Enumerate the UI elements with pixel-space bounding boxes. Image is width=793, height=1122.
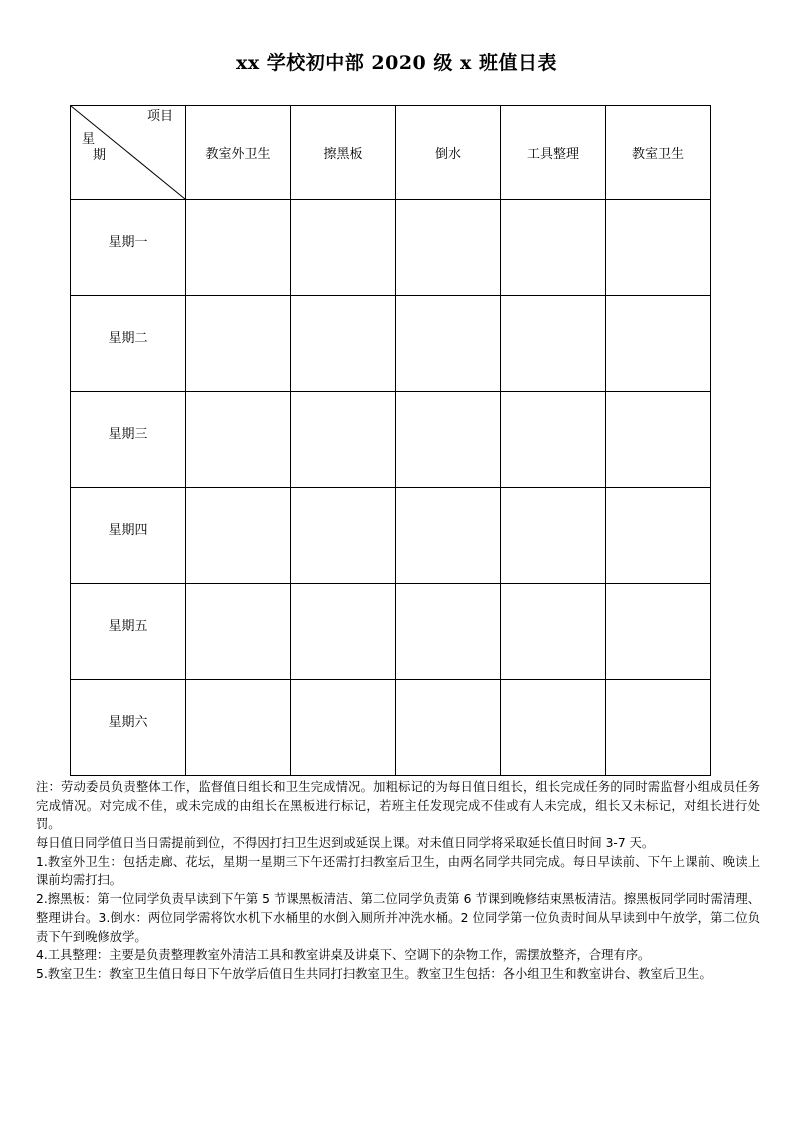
corner-header-cell	[71, 106, 186, 200]
row-header-saturday-label: 星期六	[108, 715, 148, 730]
cell-tuesday-blackboard[interactable]	[291, 296, 396, 392]
row-header-monday-label: 星期一	[108, 235, 148, 250]
corner-label-item: 项目	[146, 109, 173, 124]
cell-tuesday-outdoor-cleaning[interactable]	[186, 296, 291, 392]
table-row	[71, 680, 711, 776]
column-header-blackboard: 擦黑板	[291, 106, 396, 200]
row-header-tuesday	[71, 296, 186, 392]
table-row	[71, 200, 711, 296]
cell-saturday-tools[interactable]	[501, 680, 606, 776]
cell-monday-outdoor-cleaning[interactable]	[186, 200, 291, 296]
cell-tuesday-classroom-cleaning[interactable]	[606, 296, 711, 392]
note-paragraph-punctuality: 每日值日同学值日当日需提前到位，不得因打扫卫生迟到或延误上课。对未值日同学将采取延长值日时间 3-7 天。	[36, 836, 655, 851]
cell-thursday-classroom-cleaning[interactable]	[606, 488, 711, 584]
cell-thursday-tools[interactable]	[501, 488, 606, 584]
row-header-friday	[71, 584, 186, 680]
row-header-monday	[71, 200, 186, 296]
cell-wednesday-tools[interactable]	[501, 392, 606, 488]
cell-thursday-outdoor-cleaning[interactable]	[186, 488, 291, 584]
cell-wednesday-water[interactable]	[396, 392, 501, 488]
note-paragraph-item-2-3: 2.擦黑板：第一位同学负责早读到下午第 5 节课黑板清洁、第二位同学负责第 6 节课到晚修结束黑板清洁。擦黑板同学同时需清理、整理讲台。3.倒水：两位同学需将饮水机下水桶里的水倒入厕所并冲洗水桶。2 位同学第一位负责时间从早读到中午放学，第二位负责下午到晚修放学。	[36, 892, 760, 944]
table-row	[71, 392, 711, 488]
cell-wednesday-blackboard[interactable]	[291, 392, 396, 488]
table-header-row	[71, 106, 711, 200]
cell-monday-tools[interactable]	[501, 200, 606, 296]
cell-saturday-blackboard[interactable]	[291, 680, 396, 776]
cell-tuesday-tools[interactable]	[501, 296, 606, 392]
cell-thursday-blackboard[interactable]	[291, 488, 396, 584]
note-paragraph-item-4: 4.工具整理：主要是负责整理教室外清洁工具和教室讲桌及讲桌下、空调下的杂物工作，需摆放整齐，合理有序。	[36, 948, 651, 963]
column-header-tools: 工具整理	[501, 106, 606, 200]
row-header-tuesday-label: 星期二	[108, 331, 148, 346]
cell-friday-water[interactable]	[396, 584, 501, 680]
cell-monday-water[interactable]	[396, 200, 501, 296]
column-header-outdoor-cleaning: 教室外卫生	[186, 106, 291, 200]
cell-wednesday-outdoor-cleaning[interactable]	[186, 392, 291, 488]
column-header-water: 倒水	[396, 106, 501, 200]
cell-monday-classroom-cleaning[interactable]	[606, 200, 711, 296]
cell-thursday-water[interactable]	[396, 488, 501, 584]
corner-label-week	[82, 132, 116, 165]
corner-label-week-char1: 星	[82, 132, 96, 147]
cell-saturday-outdoor-cleaning[interactable]	[186, 680, 291, 776]
cell-friday-tools[interactable]	[501, 584, 606, 680]
cell-monday-blackboard[interactable]	[291, 200, 396, 296]
row-header-wednesday-label: 星期三	[108, 427, 148, 442]
cell-saturday-water[interactable]	[396, 680, 501, 776]
note-paragraph-general: 注：劳动委员负责整体工作，监督值日组长和卫生完成情况。加粗标记的为每日值日组长，组长完成任务的同时需监督小组成员任务完成情况。对完成不佳，或未完成的由组长在黑板进行标记，若班主任发现完成不佳或有人未完成，组长又未标记，对组长进行处罚。	[36, 780, 760, 832]
cell-wednesday-classroom-cleaning[interactable]	[606, 392, 711, 488]
row-header-saturday	[71, 680, 186, 776]
note-paragraph-item-1: 1.教室外卫生：包括走廊、花坛，星期一星期三下午还需打扫教室后卫生，由两名同学共同完成。每日早读前、下午上课前、晚读上课前均需打扫。	[36, 854, 760, 888]
row-header-thursday	[71, 488, 186, 584]
duty-roster-table	[70, 105, 711, 776]
table-row	[71, 296, 711, 392]
row-header-thursday-label: 星期四	[108, 523, 148, 538]
table-row	[71, 584, 711, 680]
cell-friday-blackboard[interactable]	[291, 584, 396, 680]
cell-saturday-classroom-cleaning[interactable]	[606, 680, 711, 776]
column-header-classroom-cleaning: 教室卫生	[606, 106, 711, 200]
notes-section	[36, 778, 760, 984]
cell-tuesday-water[interactable]	[396, 296, 501, 392]
table-row	[71, 488, 711, 584]
cell-friday-outdoor-cleaning[interactable]	[186, 584, 291, 680]
note-paragraph-item-5: 5.教室卫生：教室卫生值日每日下午放学后值日生共同打扫教室卫生。教室卫生包括：各小组卫生和教室讲台、教室后卫生。	[36, 966, 712, 981]
row-header-friday-label: 星期五	[108, 619, 148, 634]
cell-friday-classroom-cleaning[interactable]	[606, 584, 711, 680]
corner-label-week-char2: 期	[93, 148, 107, 164]
row-header-wednesday	[71, 392, 186, 488]
page-title: xx 学校初中部 2020 级 x 班值日表	[236, 52, 557, 74]
